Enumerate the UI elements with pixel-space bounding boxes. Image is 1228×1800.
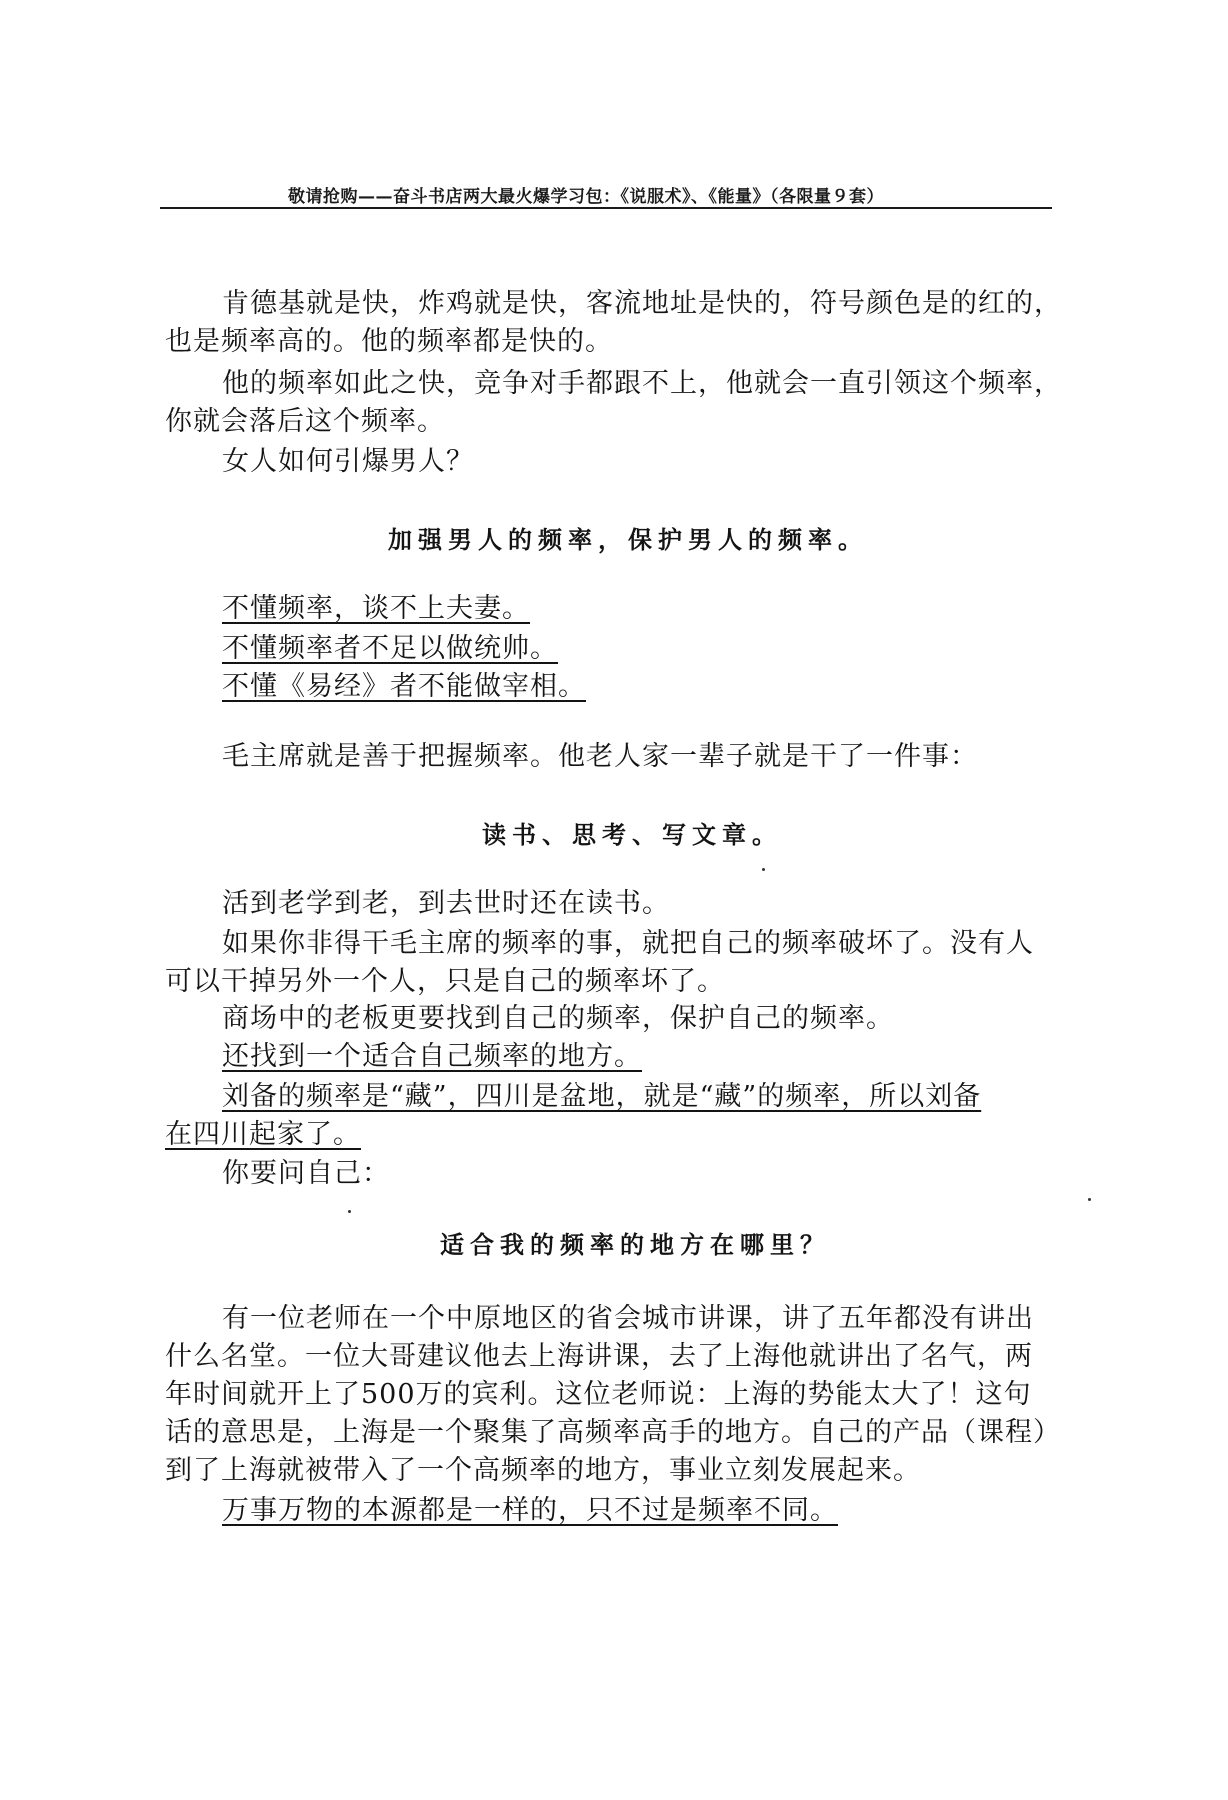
scan-speck [1088, 1198, 1091, 1201]
paragraph-line: 你就会落后这个频率。 [165, 406, 445, 437]
paragraph-line: 如果你非得干毛主席的频率的事，就把自己的频率破坏了。没有人 [222, 928, 1034, 959]
paragraph-line: 什么名堂。一位大哥建议他去上海讲课，去了上海他就讲出了名气，两 [165, 1341, 1033, 1372]
paragraph-line: 毛主席就是善于把握频率。他老人家一辈子就是干了一件事： [222, 741, 978, 772]
paragraph-line: 商场中的老板更要找到自己的频率，保护自己的频率。 [222, 1003, 894, 1034]
underlined-line: 刘备的频率是“藏”，四川是盆地，就是“藏”的频率，所以刘备 [222, 1081, 982, 1112]
paragraph-line: 有一位老师在一个中原地区的省会城市讲课，讲了五年都没有讲出 [222, 1303, 1034, 1334]
underlined-line: 不懂频率，谈不上夫妻。 [222, 593, 530, 624]
paragraph-line: 到了上海就被带入了一个高频率的地方，事业立刻发展起来。 [165, 1455, 921, 1486]
paragraph-line: 活到老学到老，到去世时还在读书。 [222, 888, 670, 919]
paragraph-line: 你要问自己： [222, 1158, 390, 1189]
paragraph-line: 也是频率高的。他的频率都是快的。 [165, 326, 613, 357]
paragraph-line: 他的频率如此之快，竞争对手都跟不上，他就会一直引领这个频率， [222, 368, 1062, 399]
underlined-line: 在四川起家了。 [165, 1119, 361, 1150]
page-header: 敬请抢购——奋斗书店两大最火爆学习包：《说服术》、《能量》（各限量９套） [288, 187, 884, 207]
section-heading: 适合我的频率的地方在哪里？ [440, 1231, 830, 1259]
underlined-line: 还找到一个适合自己频率的地方。 [222, 1041, 642, 1072]
paragraph-line: 年时间就开上了500万的宾利。这位老师说：上海的势能太大了！这句 [165, 1379, 1032, 1410]
underlined-line: 不懂频率者不足以做统帅。 [222, 633, 558, 664]
section-heading: 加强男人的频率，保护男人的频率。 [388, 526, 868, 554]
paragraph-line: 女人如何引爆男人？ [222, 446, 474, 477]
paragraph-line: 可以干掉另外一个人，只是自己的频率坏了。 [165, 966, 725, 997]
scan-speck [762, 868, 765, 871]
header-rule [160, 207, 1052, 209]
paragraph-line: 肯德基就是快，炸鸡就是快，客流地址是快的，符号颜色是的红的， [222, 288, 1062, 319]
underlined-line: 万事万物的本源都是一样的，只不过是频率不同。 [222, 1495, 838, 1526]
scan-speck [348, 1210, 351, 1213]
underlined-line: 不懂《易经》者不能做宰相。 [222, 671, 586, 702]
section-heading: 读书、思考、写文章。 [482, 821, 782, 849]
paragraph-line: 话的意思是，上海是一个聚集了高频率高手的地方。自己的产品（课程） [165, 1417, 1061, 1448]
